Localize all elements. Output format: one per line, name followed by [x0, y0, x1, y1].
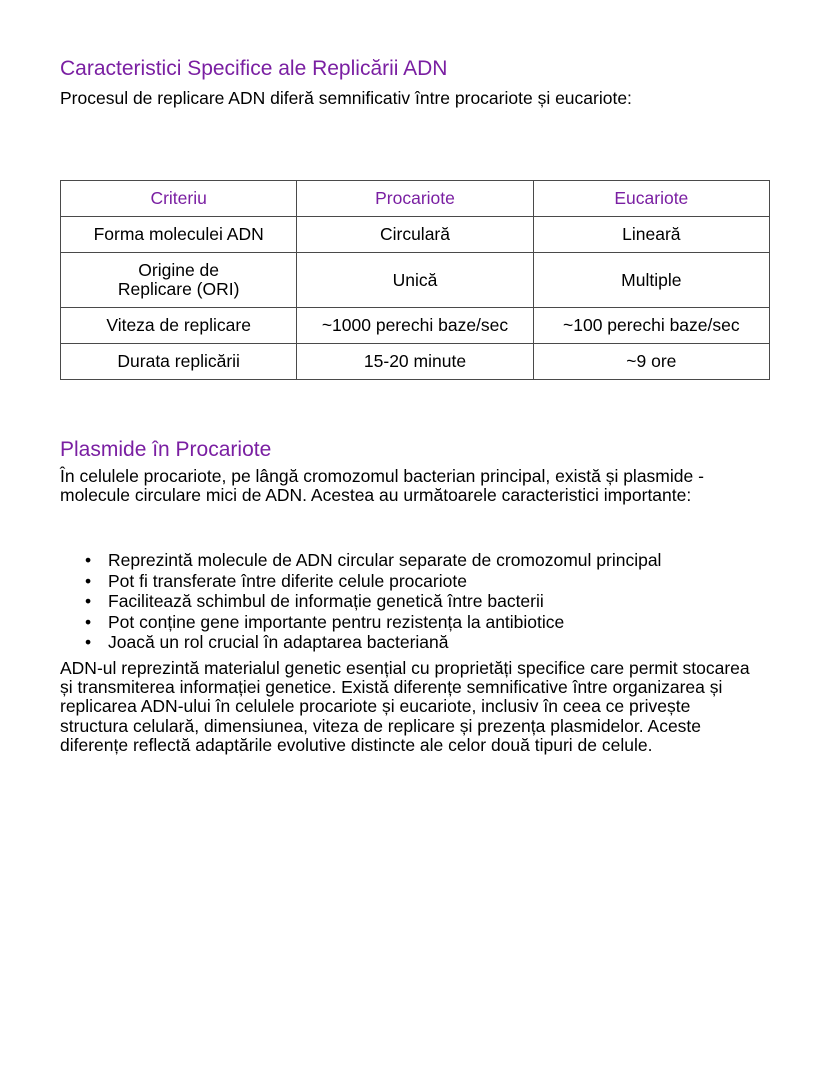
bullet-dot-icon: •: [85, 611, 92, 632]
table-row: [61, 308, 770, 344]
list-item-text: Reprezintă molecule de ADN circular separate de cromozomul principal: [108, 550, 662, 570]
table-cell: 15-20 minute: [297, 344, 533, 380]
table-cell: Multiple: [533, 253, 769, 308]
table-cell: Unică: [297, 253, 533, 308]
table-cell: Lineară: [533, 217, 769, 253]
list-item: [60, 591, 661, 612]
table-cell: Viteza de replicare: [61, 308, 297, 344]
table-header-procariote: Procariote: [297, 181, 533, 217]
summary-paragraph: ADN-ul reprezintă materialul genetic esențial cu proprietăți specifice care permit stocarea și transmiterea informației genetice. Există diferențe semnificative între organizarea și replicarea ADN-ului în celulele procariote și eucariote, inclusiv în ceea ce privește structura celulară, dimensiunea, viteza de replicare și prezența plasmidelor. Aceste diferențe reflectă adaptările evolutive distincte ale celor două tipuri de celule.: [60, 658, 750, 755]
plasmids-section-title: Plasmide în Procariote: [60, 438, 272, 461]
list-item-text: Joacă un rol crucial în adaptarea bacteriană: [108, 632, 449, 652]
plasmid-characteristics-list: [60, 550, 661, 653]
table-cell: Forma moleculei ADN: [61, 217, 297, 253]
table-cell: Circulară: [297, 217, 533, 253]
replication-section-title: Caracteristici Specifice ale Replicării ADN: [60, 57, 448, 80]
table-header-row: [61, 181, 770, 217]
bullet-dot-icon: •: [85, 570, 92, 591]
list-item: [60, 550, 661, 571]
table-row: [61, 253, 770, 308]
table-cell: ~9 ore: [533, 344, 769, 380]
list-item: [60, 632, 661, 653]
table-cell: ~100 perechi baze/sec: [533, 308, 769, 344]
list-item: [60, 612, 661, 633]
table-cell: Durata replicării: [61, 344, 297, 380]
list-item-text: Pot conține gene importante pentru rezistența la antibiotice: [108, 611, 565, 632]
table-row: [61, 217, 770, 253]
bullet-dot-icon: •: [85, 632, 92, 652]
list-item-text: Facilitează schimbul de informație genetică între bacterii: [108, 591, 544, 611]
bullet-dot-icon: •: [85, 591, 92, 611]
comparison-table: [60, 180, 770, 380]
table-header-criteriu: Criteriu: [61, 181, 297, 217]
table-cell: ~1000 perechi baze/sec: [297, 308, 533, 344]
plasmids-intro-text: În celulele procariote, pe lângă cromozomul bacterian principal, există și plasmide - molecule circulare mici de ADN. Acestea au următoarele caracteristici importante:: [60, 466, 704, 505]
list-item-text: Pot fi transferate între diferite celule procariote: [108, 570, 467, 591]
table-cell: Origine de Replicare (ORI): [61, 253, 297, 308]
table-header-eucariote: Eucariote: [533, 181, 769, 217]
replication-intro-text: Procesul de replicare ADN diferă semnificativ între procariote și eucariote:: [60, 88, 632, 108]
table-row: [61, 344, 770, 380]
list-item: [60, 571, 661, 592]
bullet-dot-icon: •: [85, 550, 92, 570]
